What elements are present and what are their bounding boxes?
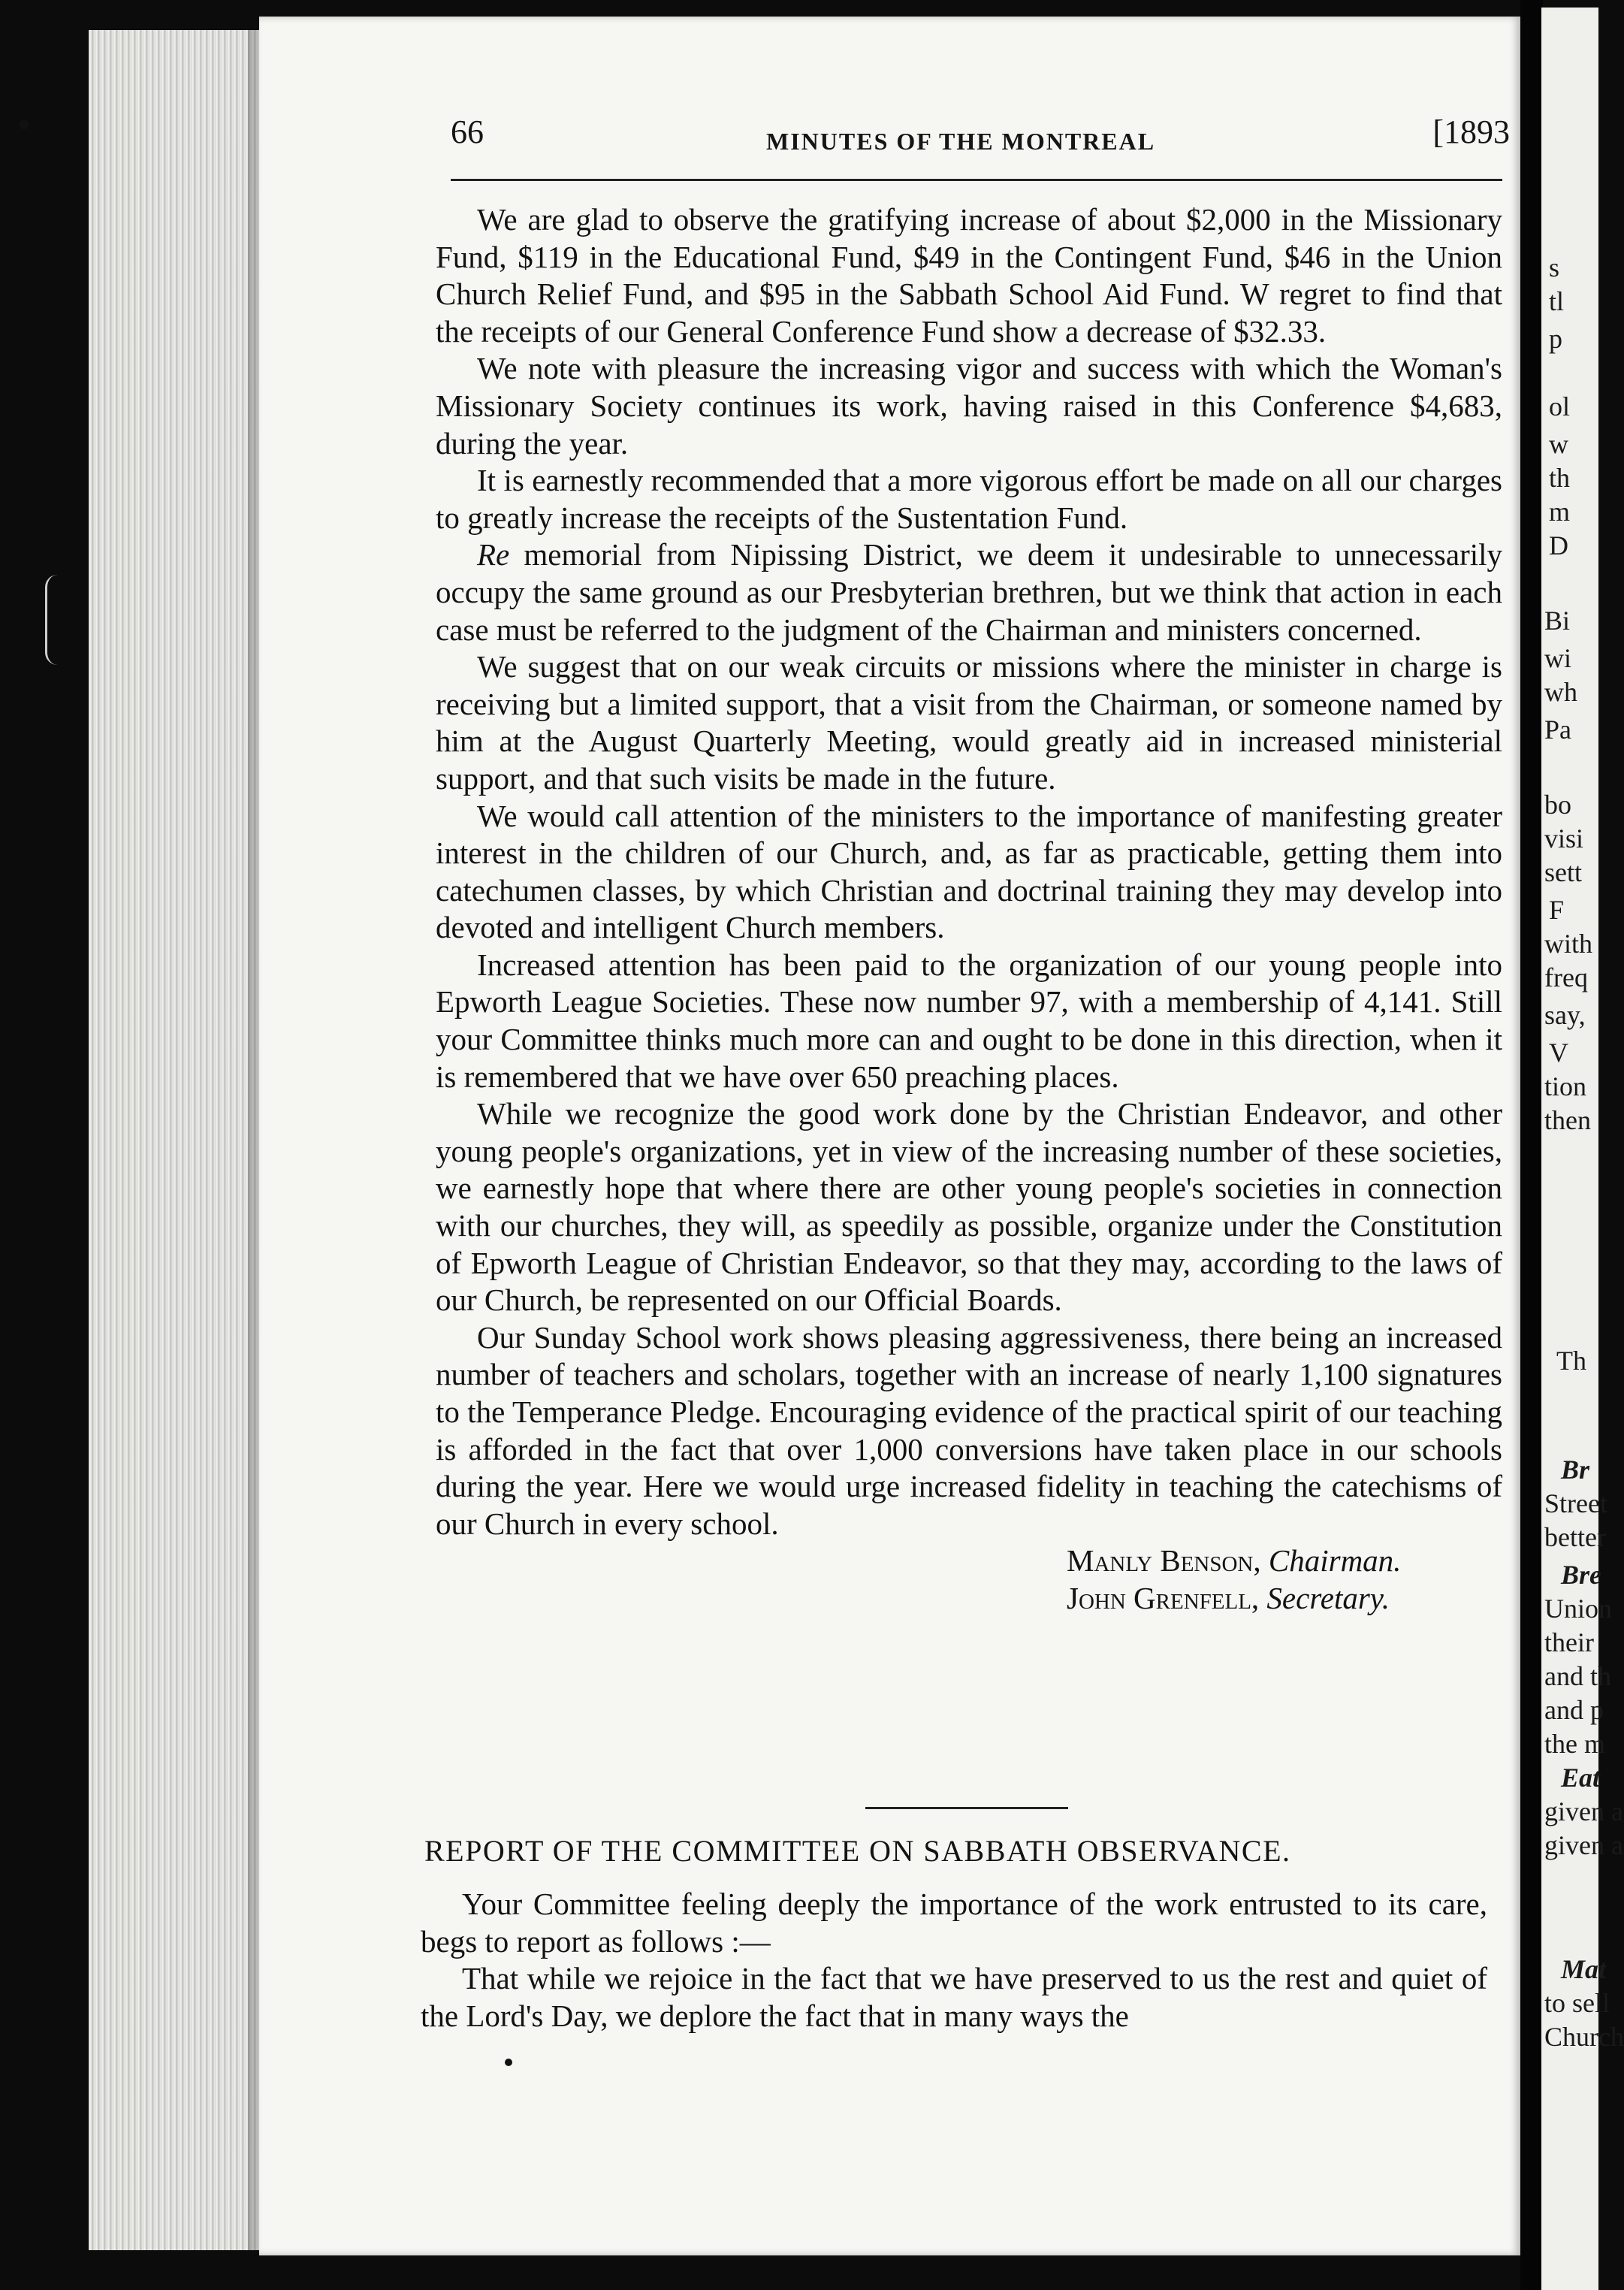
paragraph-sunday-school: Our Sunday School work shows pleasing aggressiveness, there being an increased number of teachers and scholars, together with an increase of nearly 1,100 signatures to the Temperance Pledge. Encouraging evidence of the practical spirit of our teaching is afforded in the fact that over 1,000 conversions have taken place in our schools during the year. Here we would urge increased fidelity in teaching the catechisms of our Church in every school.: [436, 1319, 1502, 1541]
fragment: V: [1549, 1038, 1568, 1068]
next-page-edge: [1541, 8, 1624, 2290]
signature-chairman: Manly Benson, Chairman.: [1067, 1543, 1402, 1579]
fragment: s: [1549, 252, 1560, 282]
fragment: m: [1549, 497, 1571, 527]
fragment: F: [1549, 895, 1565, 925]
fragment: and th: [1544, 1661, 1611, 1691]
fragment: freq: [1544, 962, 1588, 992]
section-divider: [865, 1807, 1068, 1809]
report-paragraph: Your Committee feeling deeply the importance of the work entrusted to its care, begs to report as follows :—: [421, 1887, 1487, 1959]
report-paragraph: That while we rejoice in the fact that we have preserved to us the rest and quiet of the Lord's Day, we deplore the fact that in many ways the: [421, 1961, 1487, 2033]
fragment: Mat: [1561, 1954, 1607, 1984]
fragment: Bi: [1544, 606, 1571, 636]
fragment: Th: [1556, 1346, 1586, 1376]
fragment: bo: [1544, 790, 1571, 820]
fragment: then: [1544, 1105, 1591, 1135]
page-header: [451, 113, 1510, 165]
signature-secretary: John Grenfell, Secretary.: [1067, 1580, 1390, 1615]
year-marker: [1893: [1432, 113, 1510, 150]
scan-speck: [20, 120, 29, 129]
paragraph-womans-missionary: We note with pleasure the increasing vigor and success with which the Woman's Missionary Society continues its work, having raised in this Conference $4,683, during the year.: [436, 351, 1502, 461]
paragraph-epworth: Increased attention has been paid to the organization of our young people into Epworth League Societies. These now number 97, with a membership of 4,141. Still your Committee thinks much more can and ought to be done in this direction, when it is remembered that we have over 650 preaching places.: [436, 947, 1502, 1094]
fragment: given a: [1544, 1830, 1623, 1860]
paragraph-nipissing: [436, 536, 1502, 648]
signature-block: [436, 1542, 1502, 1617]
fragment: to sell: [1544, 1988, 1610, 2018]
paragraph-children: We would call attention of the ministers to the importance of manifesting greater interest in the children of our Church, and, as far as practicable, getting them into catechumen classes, by which Christian and doctrinal training they may develop into devoted and intelligent Church members.: [436, 798, 1502, 945]
fragment: given a: [1544, 1796, 1623, 1826]
binding-mark: [45, 575, 70, 665]
fragment: Bre: [1561, 1560, 1601, 1590]
page-stack-edges: [89, 30, 261, 2250]
fragment: p: [1549, 324, 1562, 354]
fragment: sett: [1544, 857, 1582, 887]
paragraph-funds: We are glad to observe the gratifying increase of about $2,000 in the Missionary Fund, $119 in the Educational Fund, $49 in the Contingent Fund, $46 in the Union Church Relief Fund, and $95 in the Sabbath School Aid Fund. W regret to find that the receipts of our General Conference Fund show a decrease of $32.33.: [436, 202, 1502, 349]
page-number: 66: [451, 113, 484, 150]
fragment: their: [1544, 1627, 1594, 1657]
book-gutter: [1520, 0, 1543, 2290]
fragment: tion: [1544, 1071, 1587, 1101]
fragment: wi: [1544, 643, 1571, 673]
nipissing-text: memorial from Nipissing District, we deem it undesirable to unnecessarily occupy the same ground as our Presbyterian brethren, but we think that action in each case must be referred to the judgment of the Chairman and ministers concerned.: [436, 537, 1502, 647]
header-rule: [451, 179, 1502, 181]
fragment: Pa: [1544, 714, 1571, 745]
paragraph-weak-circuits: We suggest that on our weak circuits or missions where the minister in charge is receiving but a limited support, that a visit from the Chairman, or someone named by him at the August Quarterly Meeting, would greatly aid in increased ministerial support, and that such visits be made in the future.: [436, 649, 1502, 796]
fragment: say,: [1544, 1000, 1586, 1030]
fragment: Eat: [1561, 1763, 1601, 1793]
fragment: th: [1549, 463, 1571, 493]
re-word: Re: [477, 537, 510, 572]
fragment: Union: [1544, 1594, 1612, 1624]
paragraph-christian-endeavor: While we recognize the good work done by the Christian Endeavor, and other young people's organizations, yet in view of the increasing number of these societies, we earnestly hope that where there are other young people's societies in connection with our churches, they will, as speedily as possible, organize under the Constitution of Epworth League of Christian Endeavor, so that they may, according to the laws of our Church, be represented on our Official Boards.: [436, 1096, 1502, 1318]
fragment: ol: [1549, 391, 1571, 421]
paragraph-sustentation: It is earnestly recommended that a more vigorous effort be made on all our charges to greatly increase the receipts of the Sustentation Fund.: [436, 463, 1502, 535]
fragment: Street: [1544, 1488, 1607, 1518]
fragment: Church: [1544, 2022, 1624, 2052]
sabbath-report-body: [421, 1886, 1487, 2035]
fragment: visi: [1544, 823, 1584, 853]
fragment: the m: [1544, 1729, 1605, 1759]
fragment: wh: [1544, 677, 1577, 707]
fragment: Br: [1561, 1455, 1590, 1485]
fragment: and p: [1544, 1695, 1604, 1725]
fragment: with: [1544, 929, 1593, 959]
scan-speck: [505, 2059, 512, 2066]
committee-report-body: [436, 201, 1502, 1618]
fragment: tl: [1549, 286, 1565, 316]
fragment: D: [1549, 530, 1568, 560]
fragment: w: [1549, 429, 1568, 459]
running-title: MINUTES OF THE MONTREAL: [766, 128, 1156, 155]
fragment: better: [1544, 1522, 1606, 1552]
report-title: REPORT OF THE COMMITTEE ON SABBATH OBSERVANCE.: [424, 1834, 1291, 1868]
